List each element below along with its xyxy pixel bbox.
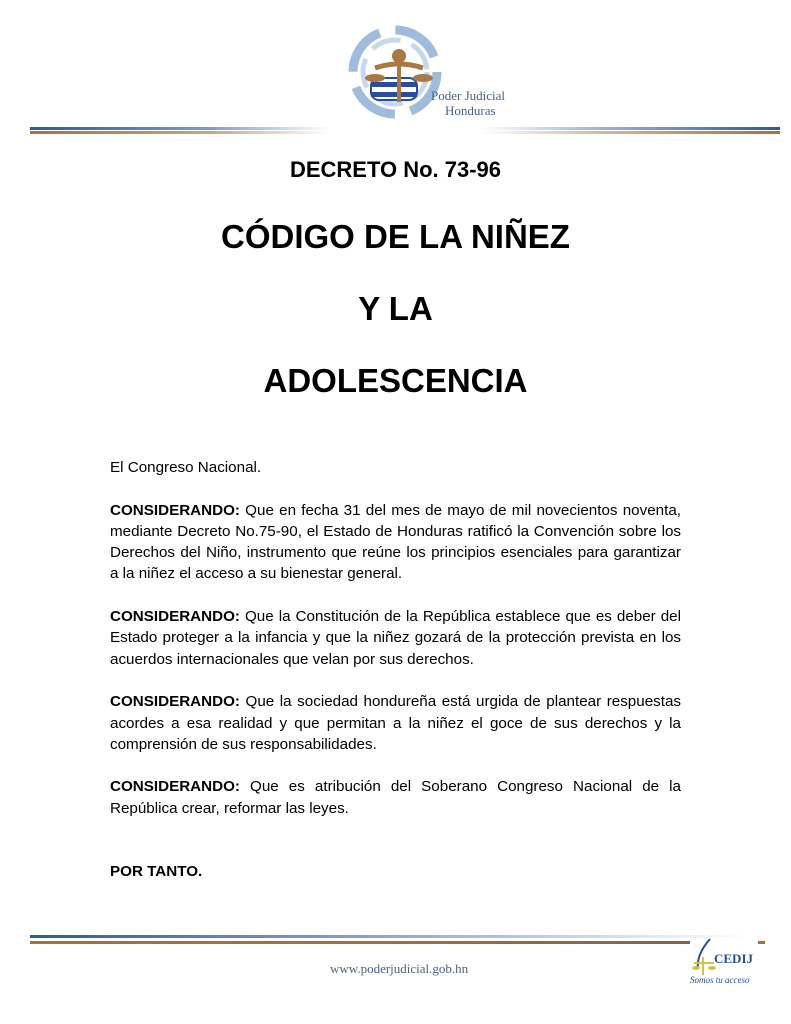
title-line-1: CÓDIGO DE LA NIÑEZ (221, 218, 570, 255)
cedij-logo (688, 935, 768, 987)
paragraph-label: CONSIDERANDO: (110, 608, 240, 626)
footer-divider-blue (30, 935, 750, 938)
footer-url-link[interactable]: www.poderjudicial.gob.hn (330, 961, 469, 976)
paragraph-text: Que la sociedad hondureña está urgida de plantear respuestas acordes a esa realidad y que permitan a la niñez el goce de sus derechos y la comprensión de sus responsabilidades. (110, 693, 681, 753)
decree-number: DECRETO No. 73-96 (289, 157, 502, 182)
considerando-paragraph (110, 776, 681, 819)
intro: El Congreso Nacional. (110, 459, 262, 476)
svg-text:Somos tu acceso: Somos tu acceso (690, 975, 750, 985)
considerando-paragraph (110, 691, 681, 755)
svg-text:CEDIJ: CEDIJ (714, 951, 754, 966)
considerando-paragraph (110, 500, 681, 585)
header-divider-blue-right (480, 127, 780, 130)
paragraph-label: CONSIDERANDO: (110, 778, 240, 796)
title-line-2: Y LA (358, 290, 433, 327)
paragraph-label: CONSIDERANDO: (110, 501, 240, 519)
svg-text:Honduras: Honduras (445, 103, 496, 118)
footer-divider-brown (30, 941, 690, 944)
header-divider-blue (30, 127, 330, 130)
considerando-paragraph (110, 606, 681, 670)
document-body (110, 457, 681, 904)
poder-judicial-logo (345, 20, 515, 125)
closing-text: POR TANTO. (110, 863, 203, 881)
closing (110, 861, 681, 882)
paragraph-text: Que la Constitución de la República establece que es deber del Estado proteger a la infancia y que la niñez gozará de la protección prevista en los acuerdos internacionales que velan por sus derechos. (110, 608, 681, 668)
paragraph-label: CONSIDERANDO: (110, 693, 240, 711)
title-line-3: ADOLESCENCIA (263, 362, 528, 399)
paragraph-text: Que es atribución del Soberano Congreso Nacional de la República crear, reformar las leyes. (110, 778, 681, 817)
paragraph-text: Que en fecha 31 del mes de mayo de mil novecientos noventa, mediante Decreto No.75-90, el Estado de Honduras ratificó la Convención sobre los Derechos del Niño, instrumento que reúne los principios esenciales para garantizar a la niñez el acceso a su bienestar general. (110, 501, 681, 583)
header-divider-brown (30, 131, 330, 134)
svg-text:Poder Judicial: Poder Judicial (431, 88, 506, 103)
header-divider-brown-right (480, 131, 780, 134)
